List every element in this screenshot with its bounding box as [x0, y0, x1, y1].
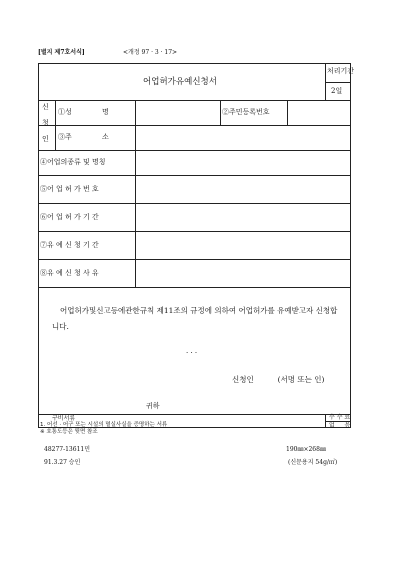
document-item-1: 1. 어선 · 어구 또는 시설의 멸실사실을 증명하는 서류 [40, 422, 168, 428]
license-number-value[interactable] [137, 177, 349, 202]
deferral-period-value[interactable] [137, 233, 349, 258]
deferral-reason-value[interactable] [137, 261, 349, 286]
fee-value: 없 음 [329, 422, 351, 429]
footer-size: 190㎜×268㎜ [286, 446, 326, 453]
license-number-label: ⑤어 업 허 가 번 호 [40, 185, 99, 193]
license-period-label: ⑥어 업 허 가 기 간 [40, 213, 99, 221]
footer-code: 48277-13611민 [44, 446, 90, 453]
name-value[interactable] [137, 102, 219, 124]
footer-paper: (신문용지 54g/㎡) [288, 459, 338, 466]
applicant-label-2: 청 [42, 119, 49, 127]
fee-label: 수 수 료 [329, 414, 351, 421]
footer-approval: 91.3.27 승인 [44, 459, 81, 466]
applicant-label-3: 인 [42, 135, 49, 143]
revision-note: <개정 97 · 3 · 17> [123, 49, 178, 56]
name-label: ①성 명 [58, 108, 109, 116]
document-note: ※ 호통도등은 뒷면 참조 [40, 429, 98, 435]
signature-line[interactable]: 신청인 (서명 또는 인) [232, 375, 325, 384]
fishery-type-value[interactable] [137, 152, 349, 174]
processing-period-value: 2일 [331, 87, 343, 95]
fishery-type-label: ④어업의종류 및 명칭 [40, 158, 106, 166]
license-period-value[interactable] [137, 205, 349, 230]
date-field[interactable]: . . . [186, 347, 198, 355]
addressee: 귀하 [146, 402, 160, 410]
resident-number-label: ②주민등록번호 [222, 108, 270, 116]
applicant-label-1: 신 [42, 103, 49, 111]
processing-period-label: 처리기간 [327, 67, 355, 75]
statement-text: 어업허가및신고등에관한규칙 제11조의 규정에 의하여 어업허가를 유예받고자 신청합니다. [52, 306, 338, 331]
deferral-reason-label: ⑧유 예 신 청 사 유 [40, 269, 99, 277]
form-number: [별지 제7호서식] [38, 49, 85, 56]
resident-number-value[interactable] [289, 102, 349, 124]
deferral-period-label: ⑦유 예 신 청 기 간 [40, 241, 99, 249]
address-value[interactable] [137, 127, 349, 149]
form-title: 어업허가유예신청서 [143, 77, 217, 87]
documents-label: 구비서류 [52, 415, 76, 422]
address-label: ③주 소 [58, 133, 109, 141]
